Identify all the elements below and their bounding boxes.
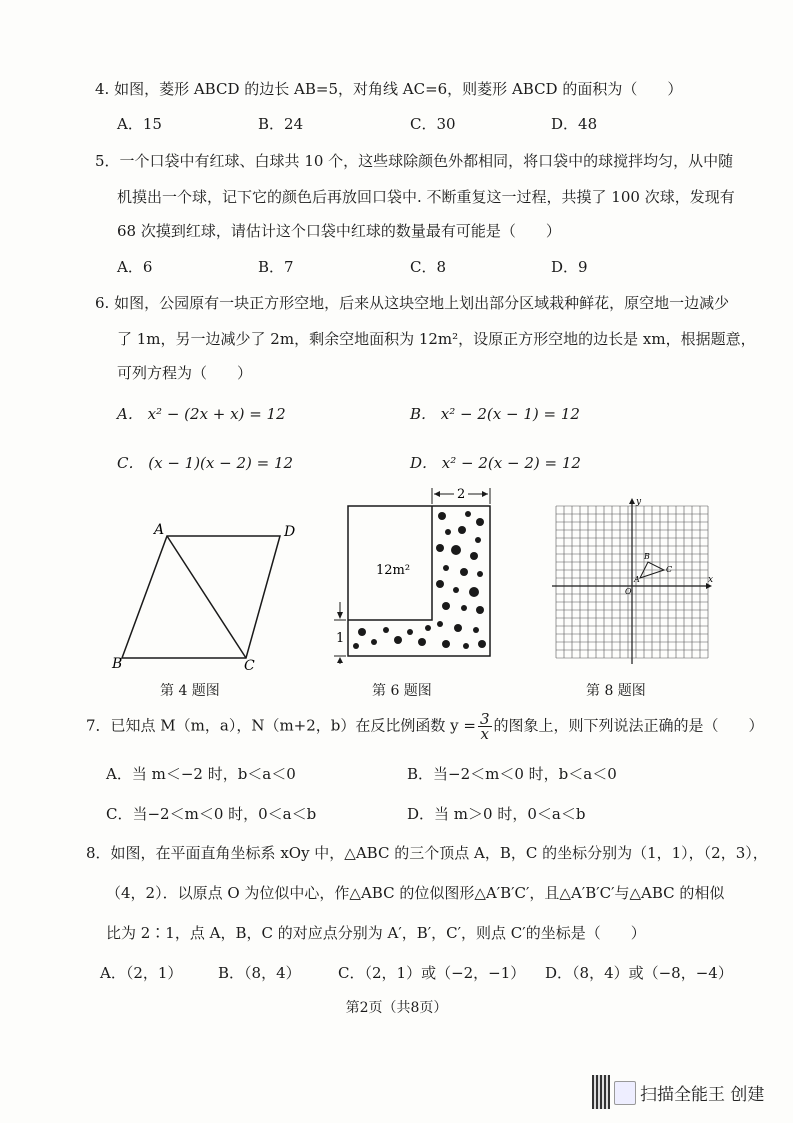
watermark-text: 扫描全能王 创建 bbox=[640, 1085, 765, 1105]
q5-line3: 68 次摸到红球，请估计这个口袋中红球的数量最有可能是（ ） bbox=[117, 222, 561, 240]
diagonal-ac bbox=[167, 536, 246, 658]
scanner-watermark bbox=[592, 1075, 782, 1109]
figure-8-caption: 第 8 题图 bbox=[586, 683, 646, 699]
point-b-label: B bbox=[644, 552, 650, 561]
page-footer: 第2页（共8页） bbox=[345, 1000, 448, 1016]
q7-stem bbox=[86, 712, 764, 741]
area-label: 12m² bbox=[376, 563, 411, 578]
vertex-a-label: A bbox=[154, 522, 165, 538]
q5-option-b: B．7 bbox=[258, 258, 294, 276]
q8-line1: 8．如图，在平面直角坐标系 xOy 中，△ABC 的三个顶点 A，B，C 的坐标分别为（1，1），（2，3）， bbox=[86, 844, 768, 862]
q4-option-c: C．30 bbox=[410, 115, 456, 133]
q6-line3: 可列方程为（ ） bbox=[117, 364, 253, 382]
outer-square bbox=[348, 506, 490, 656]
q7-fraction-num: 3 bbox=[479, 710, 490, 728]
origin-label: O bbox=[625, 587, 632, 596]
vertex-c-label: C bbox=[244, 658, 255, 673]
q6-option-a: A． x² − (2x + x) = 12 bbox=[117, 405, 286, 423]
app-badge-icon bbox=[614, 1081, 636, 1105]
top-dimension-label: 2 bbox=[457, 487, 466, 502]
q7-option-d: D．当 m＞0 时，0＜a＜b bbox=[407, 805, 586, 823]
q8-option-b: B．（8，4） bbox=[218, 964, 301, 982]
vertex-b-label: B bbox=[112, 656, 123, 672]
qr-code-icon bbox=[592, 1075, 610, 1109]
vertex-d-label: D bbox=[284, 524, 296, 540]
point-a-label: A bbox=[634, 575, 640, 584]
q5-option-a: A．6 bbox=[117, 258, 153, 276]
figure-4-rhombus bbox=[110, 518, 310, 673]
q8-line2: （4，2）．以原点 O 为位似中心，作△ABC 的位似图形△A′B′C′，且△A′B′C′与△ABC 的相似 bbox=[106, 884, 725, 902]
flower-pattern bbox=[353, 511, 486, 649]
x-axis-label: x bbox=[708, 575, 714, 585]
figure-8-grid bbox=[548, 496, 718, 668]
q8-option-d: D．（8，4）或（−8，−4） bbox=[545, 964, 733, 982]
q6-option-d: D． x² − 2(x − 2) = 12 bbox=[410, 454, 581, 472]
q8-option-a: A．（2，1） bbox=[100, 964, 183, 982]
q8-option-c: C．（2，1）或（−2，−1） bbox=[338, 964, 526, 982]
q4-option-a: A．15 bbox=[117, 115, 162, 133]
q6-option-c: C． (x − 1)(x − 2) = 12 bbox=[117, 454, 294, 472]
figure-6-garden bbox=[328, 482, 498, 664]
q5-option-d: D．9 bbox=[551, 258, 588, 276]
q5-option-c: C．8 bbox=[410, 258, 447, 276]
y-axis-label: y bbox=[636, 497, 642, 507]
q4-option-d: D．48 bbox=[551, 115, 598, 133]
q6-option-b: B． x² − 2(x − 1) = 12 bbox=[410, 405, 580, 423]
side-dimension-label: 1 bbox=[336, 631, 345, 646]
q8-line3: 比为 2∶1，点 A，B，C 的对应点分别为 A′，B′，C′，则点 C′的坐标是（ ） bbox=[106, 924, 646, 942]
figure-4-caption: 第 4 题图 bbox=[160, 683, 220, 699]
figure-6-caption: 第 6 题图 bbox=[372, 683, 432, 699]
q7-fraction-den: x bbox=[480, 725, 489, 743]
rhombus-outline bbox=[122, 536, 280, 658]
q4-stem: 4. 如图，菱形 ABCD 的边长 AB=5，对角线 AC=6，则菱形 ABCD 的面积为（ ） bbox=[95, 80, 683, 98]
q7-option-c: C．当−2＜m＜0 时，0＜a＜b bbox=[106, 805, 317, 823]
q6-line1: 6. 如图，公园原有一块正方形空地，后来从这块空地上划出部分区域栽种鲜花，原空地一边减少 bbox=[95, 294, 730, 312]
q6-line2: 了 1m，另一边减少了 2m，剩余空地面积为 12m²，设原正方形空地的边长是 xm，根据题意， bbox=[117, 330, 756, 348]
q7-stem-b: 的图象上，则下列说法正确的是（ ） bbox=[493, 716, 764, 735]
point-c-label: C bbox=[666, 565, 673, 574]
q7-stem-a: 7．已知点 M（m，a），N（m+2，b）在反比例函数 y = bbox=[86, 716, 476, 735]
q7-fraction bbox=[478, 712, 492, 741]
q5-line2: 机摸出一个球，记下它的颜色后再放回口袋中. 不断重复这一过程，共摸了 100 次球，发现有 bbox=[117, 188, 735, 206]
q7-option-b: B．当−2＜m＜0 时，b＜a＜0 bbox=[407, 765, 617, 783]
q4-option-b: B．24 bbox=[258, 115, 304, 133]
q5-line1: 5．一个口袋中有红球、白球共 10 个，这些球除颜色外都相同，将口袋中的球搅拌均匀，从中随 bbox=[95, 152, 734, 170]
q7-option-a: A．当 m＜−2 时，b＜a＜0 bbox=[106, 765, 296, 783]
